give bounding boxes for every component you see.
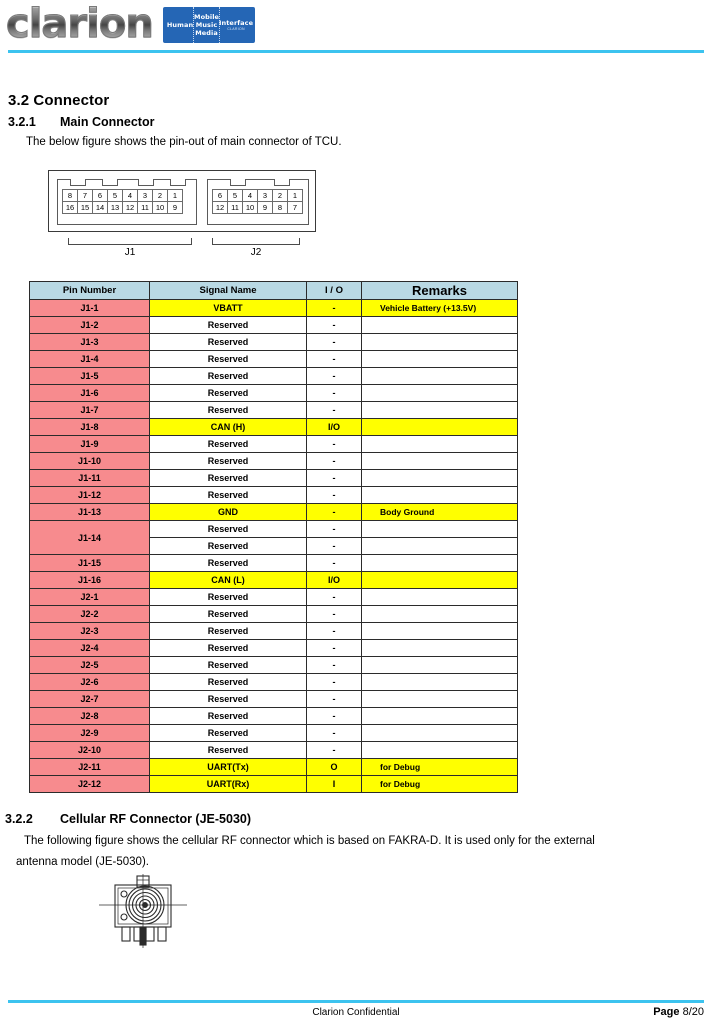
cell-pin-number: J1-15 (30, 555, 150, 572)
cell-io: - (307, 317, 362, 334)
badge-music-label: Music (195, 21, 218, 29)
section-322-body-line2: antenna model (JE-5030). (16, 856, 149, 868)
j2-pin-11: 11 (227, 201, 243, 214)
cell-signal-name: Reserved (150, 674, 307, 691)
table-row (30, 470, 518, 487)
connector-outer-shell (48, 170, 316, 232)
j1-pin-16: 16 (62, 201, 78, 214)
j2-pin-10: 10 (242, 201, 258, 214)
cell-remarks (362, 487, 518, 504)
cell-pin-number: J2-4 (30, 640, 150, 657)
j1-pin-5: 5 (107, 189, 123, 202)
connector-j1-body (57, 179, 197, 225)
cell-pin-number: J2-6 (30, 674, 150, 691)
j1-pin-7: 7 (77, 189, 93, 202)
j2-bracket-label: J2 (250, 247, 262, 258)
section-321-number: 3.2.1 (8, 115, 36, 129)
j1-bracket-label: J1 (124, 247, 136, 258)
cell-remarks (362, 470, 518, 487)
section-322-number: 3.2.2 (5, 812, 33, 826)
table-row (30, 674, 518, 691)
connector-j2-body (207, 179, 309, 225)
cell-remarks (362, 402, 518, 419)
cell-pin-number: J1-9 (30, 436, 150, 453)
cell-pin-number: J1-7 (30, 402, 150, 419)
cell-io: - (307, 657, 362, 674)
badge-column-human (167, 7, 193, 43)
header-signal-name: Signal Name (150, 282, 307, 300)
cell-io: - (307, 725, 362, 742)
cell-pin-number: J2-10 (30, 742, 150, 759)
j1-pin-3: 3 (137, 189, 153, 202)
cell-io: - (307, 606, 362, 623)
j1-pin-12: 12 (122, 201, 138, 214)
table-row (30, 351, 518, 368)
cell-io: - (307, 351, 362, 368)
table-row (30, 334, 518, 351)
section-322-body-line1: The following figure shows the cellular RF connector which is based on FAKRA-D. It is used only for the external (24, 835, 595, 847)
table-row (30, 453, 518, 470)
table-row (30, 776, 518, 793)
j2-pin-grid (213, 190, 303, 214)
cell-pin-number: J1-14 (30, 521, 150, 555)
cell-signal-name: CAN (H) (150, 419, 307, 436)
badge-mobile-label: Mobile (194, 13, 220, 21)
table-row (30, 555, 518, 572)
table-row (30, 640, 518, 657)
hmi-badge (163, 7, 255, 43)
cell-remarks (362, 742, 518, 759)
cell-io: - (307, 691, 362, 708)
j2-pin-8: 8 (272, 201, 288, 214)
cell-io: I (307, 776, 362, 793)
j1-notch-2 (102, 179, 118, 186)
j2-pin-7: 7 (287, 201, 303, 214)
cell-signal-name: Reserved (150, 351, 307, 368)
cell-remarks: Body Ground (362, 504, 518, 521)
badge-column-interface (220, 7, 252, 43)
j1-bracket (68, 238, 192, 245)
table-header-row (30, 282, 518, 300)
cell-signal-name: Reserved (150, 742, 307, 759)
cell-io: - (307, 402, 362, 419)
cell-io: - (307, 368, 362, 385)
pin-assignment-table (29, 281, 518, 793)
j1-notch-1 (70, 179, 86, 186)
section-321-title: Main Connector (60, 115, 155, 129)
cell-remarks (362, 708, 518, 725)
footer-page-value: 8/20 (682, 1006, 704, 1018)
cell-remarks (362, 623, 518, 640)
footer-page-label: Page (653, 1006, 680, 1018)
cell-io: - (307, 487, 362, 504)
table-row (30, 708, 518, 725)
cell-remarks (362, 691, 518, 708)
cell-signal-name: Reserved (150, 708, 307, 725)
j1-pin-grid (63, 190, 183, 214)
cell-signal-name: Reserved (150, 317, 307, 334)
cell-remarks: for Debug (362, 759, 518, 776)
cell-io: I/O (307, 572, 362, 589)
cell-signal-name: Reserved (150, 368, 307, 385)
cell-pin-number: J1-6 (30, 385, 150, 402)
cell-pin-number: J1-11 (30, 470, 150, 487)
cell-signal-name: Reserved (150, 555, 307, 572)
cell-remarks (362, 521, 518, 538)
badge-media-label: Media (195, 29, 218, 37)
cell-pin-number: J1-1 (30, 300, 150, 317)
cell-remarks (362, 606, 518, 623)
cell-pin-number: J2-8 (30, 708, 150, 725)
footer-page-number (653, 1006, 704, 1018)
cell-io: O (307, 759, 362, 776)
j2-bracket (212, 238, 300, 245)
cell-io: - (307, 521, 362, 538)
cell-signal-name: Reserved (150, 436, 307, 453)
table-row (30, 742, 518, 759)
cell-signal-name: Reserved (150, 385, 307, 402)
cell-signal-name: Reserved (150, 402, 307, 419)
header-io: I / O (307, 282, 362, 300)
cell-pin-number: J1-2 (30, 317, 150, 334)
clarion-logo: clarion (6, 1, 153, 47)
cell-signal-name: Reserved (150, 606, 307, 623)
j2-notch-1 (230, 179, 246, 186)
table-row (30, 419, 518, 436)
cell-signal-name: UART(Rx) (150, 776, 307, 793)
cell-io: - (307, 385, 362, 402)
cell-io: - (307, 453, 362, 470)
badge-human-label: Human (166, 21, 194, 29)
cell-remarks (362, 351, 518, 368)
section-321-heading (8, 115, 154, 129)
table-row (30, 487, 518, 504)
badge-interface-label: Interface (218, 18, 254, 27)
j1-pin-13: 13 (107, 201, 123, 214)
j1-pin-10: 10 (152, 201, 168, 214)
j1-pin-1: 1 (167, 189, 183, 202)
header-pin-number: Pin Number (30, 282, 150, 300)
cell-io: - (307, 742, 362, 759)
cell-remarks (362, 725, 518, 742)
cell-io: - (307, 538, 362, 555)
j2-pin-5: 5 (227, 189, 243, 202)
cell-remarks (362, 317, 518, 334)
footer-rule (8, 1000, 704, 1003)
table-row (30, 623, 518, 640)
j1-pin-9: 9 (167, 201, 183, 214)
cell-pin-number: J2-12 (30, 776, 150, 793)
section-32-title: 3.2 Connector (8, 92, 110, 109)
cell-signal-name: Reserved (150, 521, 307, 538)
j2-pin-3: 3 (257, 189, 273, 202)
badge-clarion-sublabel: CLARION (227, 26, 245, 31)
j1-pin-2: 2 (152, 189, 168, 202)
cell-pin-number: J1-12 (30, 487, 150, 504)
header-rule (8, 50, 704, 53)
cell-signal-name: VBATT (150, 300, 307, 317)
cell-signal-name: Reserved (150, 657, 307, 674)
cell-signal-name: Reserved (150, 640, 307, 657)
cell-io: - (307, 623, 362, 640)
j1-notch-4 (170, 179, 186, 186)
j2-pin-6: 6 (212, 189, 228, 202)
cell-remarks (362, 419, 518, 436)
cell-signal-name: Reserved (150, 538, 307, 555)
j1-notch-3 (138, 179, 154, 186)
cell-remarks (362, 436, 518, 453)
cell-io: - (307, 708, 362, 725)
page-header (0, 0, 712, 56)
cell-pin-number: J2-5 (30, 657, 150, 674)
cell-signal-name: Reserved (150, 334, 307, 351)
cell-remarks (362, 589, 518, 606)
cell-io: - (307, 674, 362, 691)
table-row (30, 300, 518, 317)
j1-pin-4: 4 (122, 189, 138, 202)
j1-pin-15: 15 (77, 201, 93, 214)
cell-io: - (307, 555, 362, 572)
j1-pin-6: 6 (92, 189, 108, 202)
cell-signal-name: UART(Tx) (150, 759, 307, 776)
cell-pin-number: J1-8 (30, 419, 150, 436)
table-row (30, 385, 518, 402)
cell-remarks (362, 368, 518, 385)
cell-remarks (362, 657, 518, 674)
cell-remarks (362, 640, 518, 657)
cell-pin-number: J1-16 (30, 572, 150, 589)
cell-remarks (362, 572, 518, 589)
cell-signal-name: GND (150, 504, 307, 521)
badge-column-mobile-music-media (193, 7, 220, 43)
j1-pin-8: 8 (62, 189, 78, 202)
cell-pin-number: J2-1 (30, 589, 150, 606)
cell-io: - (307, 334, 362, 351)
cell-signal-name: Reserved (150, 470, 307, 487)
table-row (30, 504, 518, 521)
table-row (30, 606, 518, 623)
table-row (30, 436, 518, 453)
j1-pin-14: 14 (92, 201, 108, 214)
table-row (30, 317, 518, 334)
cell-pin-number: J2-7 (30, 691, 150, 708)
cell-io: - (307, 436, 362, 453)
cell-io: - (307, 470, 362, 487)
cell-remarks: Vehicle Battery (+13.5V) (362, 300, 518, 317)
cell-io: - (307, 504, 362, 521)
j2-pin-4: 4 (242, 189, 258, 202)
table-row (30, 402, 518, 419)
table-row (30, 759, 518, 776)
cell-signal-name: Reserved (150, 453, 307, 470)
section-321-body: The below figure shows the pin-out of main connector of TCU. (26, 136, 342, 148)
section-322-body (16, 833, 684, 871)
cell-remarks (362, 334, 518, 351)
j1-pin-row-bottom (63, 202, 183, 214)
table-row (30, 521, 518, 538)
cell-pin-number: J2-2 (30, 606, 150, 623)
table-row (30, 368, 518, 385)
table-row (30, 589, 518, 606)
section-322-heading (5, 812, 251, 826)
j2-pin-1: 1 (287, 189, 303, 202)
cell-pin-number: J2-9 (30, 725, 150, 742)
j2-pin-row-bottom (213, 202, 303, 214)
cell-pin-number: J1-10 (30, 453, 150, 470)
cell-io: - (307, 300, 362, 317)
cell-remarks (362, 538, 518, 555)
cell-remarks: for Debug (362, 776, 518, 793)
cell-signal-name: Reserved (150, 487, 307, 504)
cell-io: - (307, 589, 362, 606)
j1-pin-11: 11 (137, 201, 153, 214)
section-322-title: Cellular RF Connector (JE-5030) (60, 812, 252, 826)
cell-io: - (307, 640, 362, 657)
rf-connector-svg (95, 872, 191, 956)
cell-pin-number: J1-4 (30, 351, 150, 368)
header-remarks: Remarks (362, 282, 518, 300)
table-row (30, 657, 518, 674)
cell-pin-number: J1-5 (30, 368, 150, 385)
cell-signal-name: Reserved (150, 589, 307, 606)
j2-pin-2: 2 (272, 189, 288, 202)
cell-pin-number: J1-13 (30, 504, 150, 521)
cell-pin-number: J1-3 (30, 334, 150, 351)
j2-notch-2 (274, 179, 290, 186)
j2-pin-12: 12 (212, 201, 228, 214)
table-row (30, 572, 518, 589)
cell-io: I/O (307, 419, 362, 436)
cell-remarks (362, 385, 518, 402)
j2-pin-9: 9 (257, 201, 273, 214)
table-row (30, 725, 518, 742)
cell-signal-name: Reserved (150, 623, 307, 640)
cell-pin-number: J2-3 (30, 623, 150, 640)
cell-remarks (362, 453, 518, 470)
table-row (30, 691, 518, 708)
cell-signal-name: Reserved (150, 691, 307, 708)
footer-confidential-label: Clarion Confidential (312, 1007, 400, 1018)
rf-connector-drawing (95, 872, 191, 956)
cell-remarks (362, 555, 518, 572)
cell-pin-number: J2-11 (30, 759, 150, 776)
cell-signal-name: CAN (L) (150, 572, 307, 589)
cell-remarks (362, 674, 518, 691)
cell-signal-name: Reserved (150, 725, 307, 742)
